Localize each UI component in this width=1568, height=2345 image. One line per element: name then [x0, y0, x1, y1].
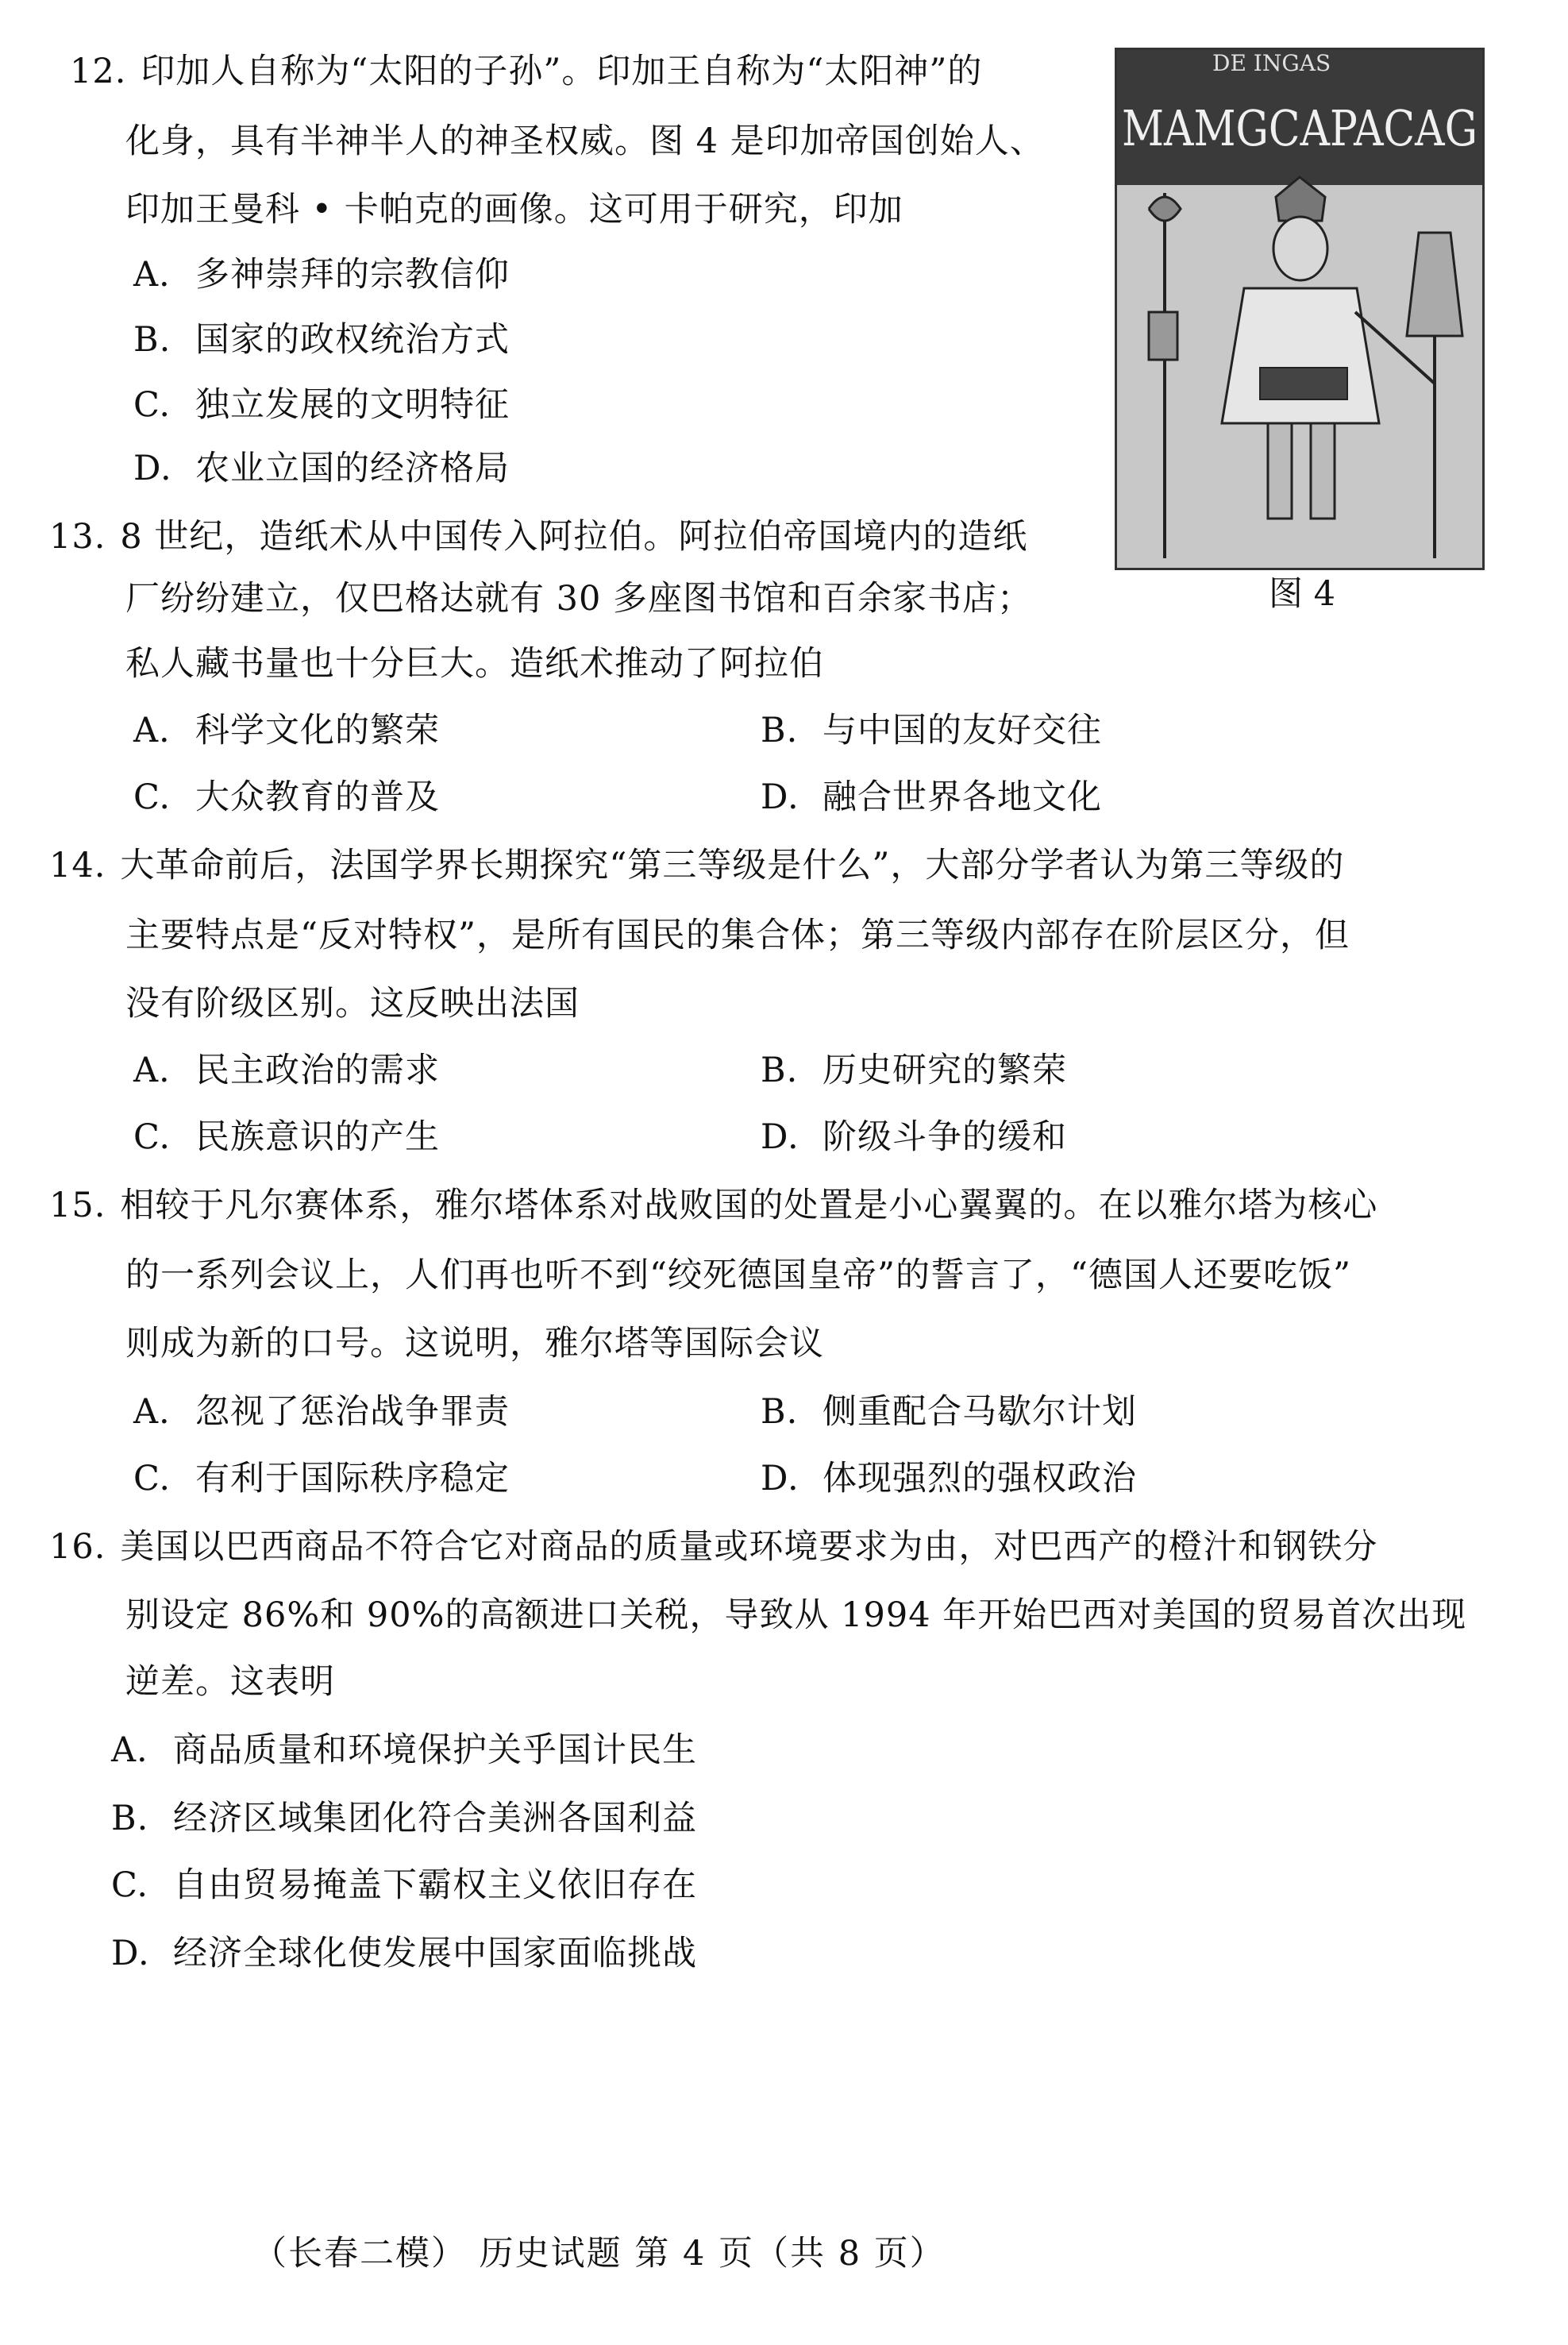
- q16-stem-line-3: 逆差。这表明: [125, 1662, 335, 1702]
- figure-top-text: DE INGAS: [1212, 50, 1331, 76]
- q12-option-c: C. 独立发展的文明特征: [133, 385, 510, 425]
- q12-stem-line-1: 12. 印加人自称为“太阳的子孙”。印加王自称为“太阳神”的: [70, 49, 982, 94]
- q16-stem-line-2: 别设定 86%和 90%的高额进口关税，导致从 1994 年开始巴西对美国的贸易首次出现: [125, 1595, 1467, 1635]
- q15-option-c: C. 有利于国际秩序稳定: [133, 1459, 510, 1498]
- q13-number: 13.: [49, 517, 106, 557]
- q14-number: 14.: [49, 846, 106, 885]
- q13-option-c: C. 大众教育的普及: [133, 777, 440, 817]
- q14-option-a: A. 民主政治的需求: [133, 1051, 440, 1090]
- q15-stem-line-1: 15. 相较于凡尔赛体系，雅尔塔体系对战败国的处置是小心翼翼的。在以雅尔塔为核心: [49, 1183, 1377, 1228]
- q16-option-a: A. 商品质量和环境保护关乎国计民生: [111, 1730, 697, 1770]
- q15-stem-line-3: 则成为新的口号。这说明，雅尔塔等国际会议: [125, 1324, 824, 1363]
- q15-option-d: D. 体现强烈的强权政治: [761, 1459, 1137, 1498]
- figure-banner-text: MAMGCAPACAG: [1122, 99, 1477, 157]
- q14-option-b: B. 历史研究的繁荣: [761, 1051, 1067, 1090]
- q16-option-c: C. 自由贸易掩盖下霸权主义依旧存在: [111, 1865, 697, 1905]
- q13-option-d: D. 融合世界各地文化: [761, 777, 1102, 817]
- q14-stem-line-2: 主要特点是“反对特权”，是所有国民的集合体；第三等级内部存在阶层区分，但: [125, 916, 1350, 955]
- q16-option-b: B. 经济区域集团化符合美洲各国利益: [111, 1799, 697, 1838]
- inca-king-portrait-figure: [1115, 48, 1485, 570]
- q12-option-a: A. 多神崇拜的宗教信仰: [133, 255, 510, 295]
- q16-number: 16.: [49, 1527, 106, 1567]
- q14-option-d: D. 阶级斗争的缓和: [761, 1117, 1067, 1157]
- q16-stem-line-1: 16. 美国以巴西商品不符合它对商品的质量或环境要求为由，对巴西产的橙汁和钢铁分: [49, 1525, 1377, 1569]
- q15-option-b: B. 侧重配合马歇尔计划: [761, 1392, 1137, 1432]
- figure-caption: 图 4: [1269, 574, 1336, 614]
- q14-option-c: C. 民族意识的产生: [133, 1117, 440, 1157]
- q14-stem-line-1: 14. 大革命前后，法国学界长期探究“第三等级是什么”，大部分学者认为第三等级的: [49, 843, 1344, 888]
- q12-stem-line-3: 印加王曼科 • 卡帕克的画像。这可用于研究，印加: [125, 190, 903, 229]
- q13-option-a: A. 科学文化的繁荣: [133, 711, 440, 750]
- q12-option-b: B. 国家的政权统治方式: [133, 320, 510, 360]
- q15-stem-line-2: 的一系列会议上，人们再也听不到“绞死德国皇帝”的誓言了，“德国人还要吃饭”: [125, 1255, 1351, 1295]
- q13-stem-line-1: 13. 8 世纪，造纸术从中国传入阿拉伯。阿拉伯帝国境内的造纸: [49, 515, 1027, 559]
- q12-option-d: D. 农业立国的经济格局: [133, 449, 510, 488]
- page-footer: （长春二模） 历史试题 第 4 页（共 8 页）: [252, 2234, 946, 2274]
- q12-stem-line-2: 化身，具有半神半人的神圣权威。图 4 是印加帝国创始人、: [125, 121, 1045, 161]
- q13-stem-line-3: 私人藏书量也十分巨大。造纸术推动了阿拉伯: [125, 644, 824, 684]
- q12-number: 12.: [70, 52, 127, 91]
- q13-option-b: B. 与中国的友好交往: [761, 711, 1102, 750]
- q13-stem-line-2: 厂纷纷建立，仅巴格达就有 30 多座图书馆和百余家书店；: [125, 579, 1033, 619]
- q16-option-d: D. 经济全球化使发展中国家面临挑战: [111, 1934, 697, 1973]
- inca-king-portrait-illustration: [1117, 50, 1482, 568]
- q14-stem-line-3: 没有阶级区别。这反映出法国: [125, 984, 580, 1024]
- q15-number: 15.: [49, 1186, 106, 1225]
- q15-option-a: A. 忽视了惩治战争罪责: [133, 1392, 510, 1432]
